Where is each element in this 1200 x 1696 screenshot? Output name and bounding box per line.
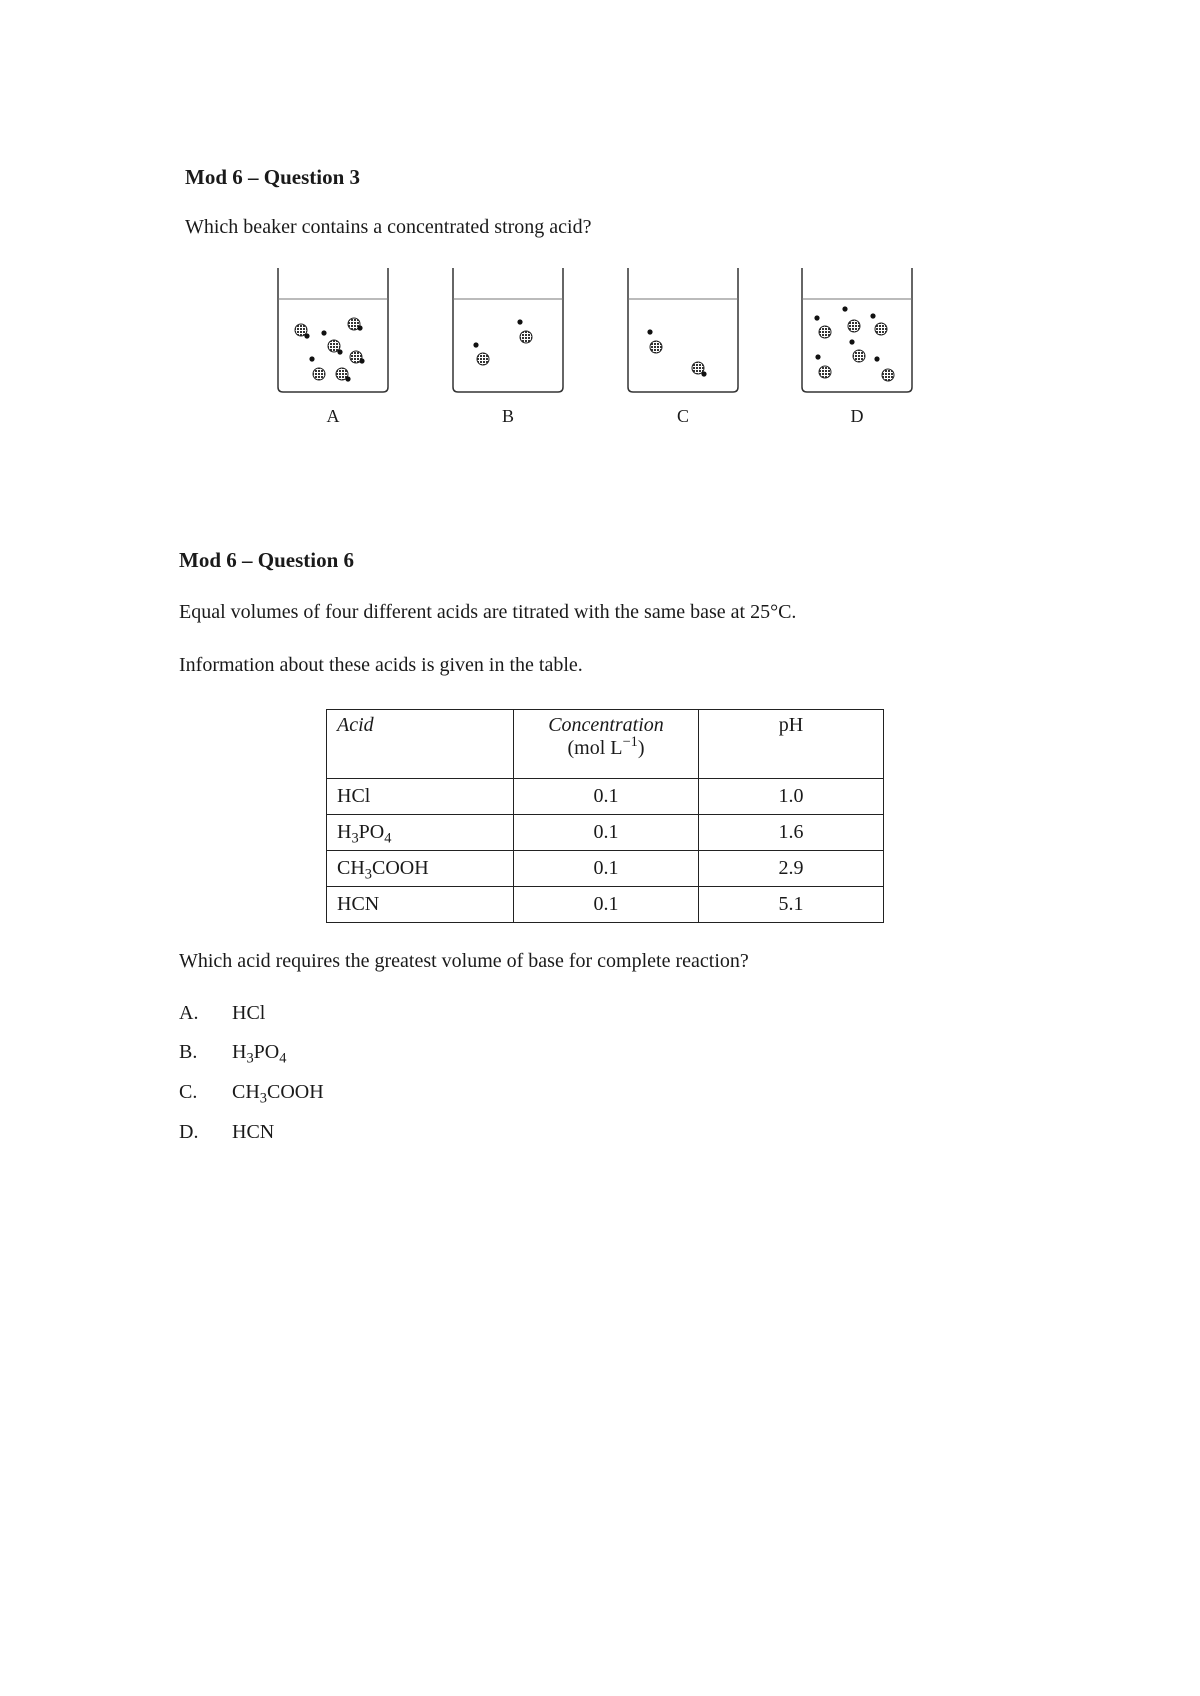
molecule — [848, 320, 860, 332]
ion-dot — [701, 371, 706, 376]
ph-cell: 1.6 — [699, 815, 884, 851]
q3-prompt: Which beaker contains a concentrated strong acid? — [185, 216, 592, 238]
molecule — [650, 341, 662, 353]
beaker-c — [628, 268, 738, 392]
acid-cell: HCl — [327, 779, 514, 815]
acid-cell: HCN — [327, 887, 514, 923]
concentration-cell: 0.1 — [514, 815, 699, 851]
beakers-figure — [270, 262, 920, 402]
ion-dot — [321, 330, 326, 335]
header-concentration-unit: (mol $L^{-1}$) — [567, 734, 645, 759]
option-letter: C. — [179, 1081, 198, 1103]
ion-dot — [849, 339, 854, 344]
header-ph: pH — [699, 710, 884, 779]
q3-title: Mod 6 – Question 3 — [185, 165, 361, 189]
molecule — [819, 326, 831, 338]
q6-title: Mod 6 – Question 6 — [179, 548, 355, 572]
ion-dot — [814, 315, 819, 320]
q6-intro-2: Information about these acids is given in the table. — [179, 654, 583, 676]
header-concentration-label: Concentration — [548, 714, 664, 736]
ion-dot — [357, 325, 362, 330]
ion-dot — [473, 342, 478, 347]
beaker-label-b: B — [501, 406, 514, 426]
molecule — [882, 369, 894, 381]
ion-dot — [815, 354, 820, 359]
beaker-label-c: C — [676, 406, 689, 426]
option-c[interactable] — [179, 1081, 324, 1107]
molecule — [853, 350, 865, 362]
option-b[interactable] — [179, 1041, 287, 1067]
acid-cell: $H_3PO_4$ — [327, 815, 514, 851]
ion-dot — [304, 333, 309, 338]
acids-table — [326, 709, 884, 923]
molecule — [875, 323, 887, 335]
ph-cell: 5.1 — [699, 887, 884, 923]
table-row — [327, 779, 884, 815]
option-formula: $CH_3COOH$ — [232, 1081, 324, 1107]
ion-dot — [337, 349, 342, 354]
table-row — [327, 815, 884, 851]
molecule — [819, 366, 831, 378]
table-header-row — [327, 710, 884, 779]
beaker-b — [453, 268, 563, 392]
acid-cell: $CH_3COOH$ — [327, 851, 514, 887]
table-row — [327, 887, 884, 923]
header-acid: Acid — [327, 710, 514, 779]
beaker-d — [802, 268, 912, 392]
ph-cell: 1.0 — [699, 779, 884, 815]
ion-dot — [345, 376, 350, 381]
ion-dot — [870, 313, 875, 318]
molecule — [520, 331, 532, 343]
option-formula: HCN — [232, 1121, 275, 1143]
ion-dot — [309, 356, 314, 361]
ion-dot — [842, 306, 847, 311]
molecule — [477, 353, 489, 365]
molecule — [313, 368, 325, 380]
beaker-a — [278, 268, 388, 392]
option-d[interactable] — [179, 1121, 274, 1144]
q6-intro-1: Equal volumes of four different acids are titrated with the same base at 25°C. — [179, 601, 797, 623]
q6-question: Which acid requires the greatest volume of base for complete reaction? — [179, 950, 749, 972]
beaker-label-d: D — [850, 406, 864, 426]
option-letter: D. — [179, 1121, 199, 1143]
ion-dot — [359, 358, 364, 363]
ph-cell: 2.9 — [699, 851, 884, 887]
ion-dot — [647, 329, 652, 334]
beaker-label-a: A — [326, 406, 340, 426]
option-formula: HCl — [232, 1002, 266, 1024]
option-a[interactable] — [179, 1002, 265, 1025]
table-row — [327, 851, 884, 887]
concentration-cell: 0.1 — [514, 887, 699, 923]
option-letter: A. — [179, 1002, 199, 1024]
header-concentration — [514, 710, 699, 779]
option-formula: $H_3PO_4$ — [232, 1041, 287, 1067]
option-letter: B. — [179, 1041, 198, 1063]
concentration-cell: 0.1 — [514, 779, 699, 815]
ion-dot — [874, 356, 879, 361]
concentration-cell: 0.1 — [514, 851, 699, 887]
ion-dot — [517, 319, 522, 324]
